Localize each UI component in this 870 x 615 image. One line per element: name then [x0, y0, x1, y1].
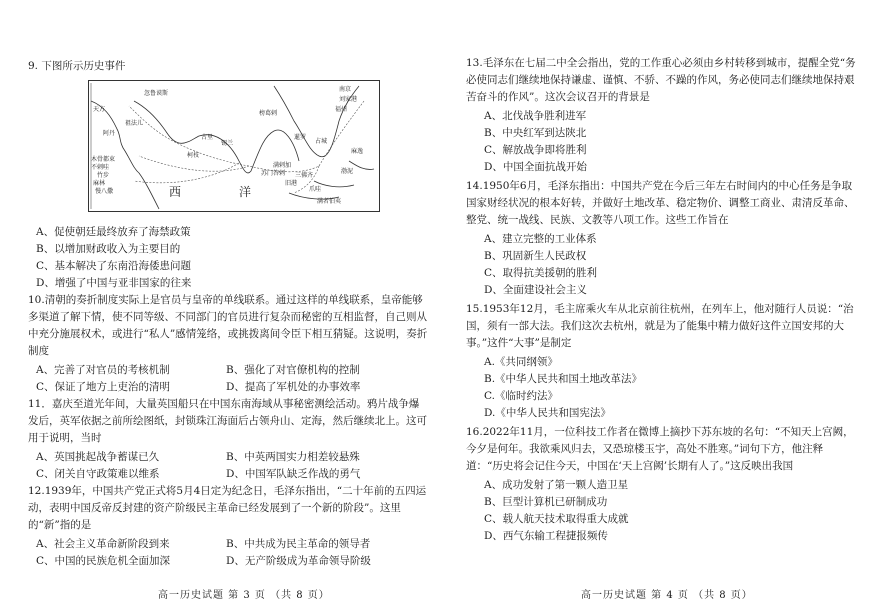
label-malacca: 满剌加 [273, 162, 292, 169]
left-page [28, 0, 428, 615]
left-page-footer: 高一历史试题 第 3 页 （共 8 页） [158, 590, 330, 601]
q9-stem: 9. 下图所示历史事件 [28, 60, 126, 72]
zheng-he-voyage-map [88, 80, 380, 212]
label-champa: 占城 [315, 138, 328, 145]
q14-option-a[interactable]: A、建立完整的工业体系 [484, 233, 597, 245]
q14-stem: 14.1950年6月，毛泽东指出：中国共产党在今后三年左右时间内的中心任务是争取国家财经状况的根本好转，并做好土地改革、稳定物价、调整工商业、肃清反革命、整党、统一战线、民族、文教等八项工作。这些工作旨在 [466, 180, 855, 226]
q16-option-c[interactable]: C、载人航天技术取得重大成就 [484, 513, 629, 525]
q13-option-b[interactable]: B、中央红军到达陕北 [484, 127, 587, 139]
q12-option-c[interactable]: C、中国的民族危机全面加深 [36, 555, 171, 567]
q11-option-a[interactable]: A、英国挑起战争蓄谋已久 [36, 451, 160, 463]
q9-option-b[interactable]: B、以增加财政收入为主要目的 [36, 243, 181, 255]
q15-stem: 15.1953年12月，毛主席乘火车从北京前往杭州，在列车上，他对随行人员说：“治国，须有一部大法。我们这次去杭州，就是为了能集中精力做好这件立国安邦的大事。”这件“大事”是制定 [466, 303, 854, 349]
label-siam: 暹罗 [294, 134, 307, 141]
label-zufar: 祖法儿 [125, 120, 144, 127]
label-palembang: 旧港 [285, 180, 298, 187]
q12-option-d[interactable]: D、无产阶级成为革命领导阶级 [226, 555, 371, 567]
q13-stem: 13.毛泽东在七届二中全会指出，党的工作重心必须由乡村转移到城市，提醒全党“务必使同志们继续地保持谦虚、谨慎、不骄、不躁的作风，务必使同志们继续地保持艰苦奋斗的作风”。这次会议召开的背景是 [466, 57, 856, 103]
q16-option-b[interactable]: B、巨型计算机已研制成功 [484, 496, 608, 508]
label-jubb: 竹步 [97, 172, 110, 179]
q10-option-b[interactable]: B、强化了对官僚机构的控制 [226, 364, 360, 376]
q15-option-c[interactable]: C.《临时约法》 [484, 390, 558, 402]
label-cochin: 柯枝 [187, 152, 200, 159]
label-brunei: 渤泥 [341, 168, 354, 175]
label-mait: 麻逸 [351, 148, 364, 155]
label-mogadishu: 木骨都束 [91, 156, 116, 163]
q15-option-d[interactable]: D.《中华人民共和国宪法》 [484, 407, 611, 419]
q12-stem: 12.1939年，中国共产党正式将5月4日定为纪念日，毛泽东指出，“二十年前的五四运动，表明中国反帝反封建的资产阶级民主革命已经发展到了一个新的阶段”。这里的“新”指的是 [28, 485, 427, 531]
q11-option-b[interactable]: B、中英两国实力相差较悬殊 [226, 451, 360, 463]
q10-option-d[interactable]: D、提高了军机处的办事效率 [226, 381, 361, 393]
label-java: 爪哇 [309, 186, 322, 193]
label-bengal: 榜葛剌 [259, 110, 278, 117]
q9-option-d[interactable]: D、增强了中国与亚非国家的往来 [36, 277, 192, 289]
q10-option-c[interactable]: C、保证了地方上吏治的清明 [36, 381, 171, 393]
label-liujiagang: 刘家港 [339, 96, 358, 103]
label-malindi: 麻林 [93, 180, 106, 187]
label-majapahit: 满者伯夷 [317, 198, 342, 205]
label-yang: 洋 [239, 185, 270, 199]
q10-option-a[interactable]: A、完善了对官员的考核机制 [36, 364, 170, 376]
map-graphic [89, 81, 379, 211]
right-page-footer: 高一历史试题 第 4 页 （共 8 页） [581, 590, 753, 601]
label-xi: 西 [169, 185, 200, 199]
q13-option-d[interactable]: D、中国全面抗战开始 [484, 161, 587, 173]
q11-option-c[interactable]: C、闭关自守政策难以维系 [36, 468, 160, 480]
label-fuzhou: 福州 [335, 106, 348, 113]
label-aden: 阿丹 [103, 130, 116, 137]
label-mecca: 天方 [93, 106, 106, 113]
right-page [466, 0, 856, 615]
q10-stem: 10.清朝的奏折制度实际上是官员与皇帝的单线联系。通过这样的单线联系，皇帝能够多渠道了解下情，使不同等级、不同部门的官员进行复杂而秘密的互相监督，自己则从中充分施展权术，或进行“私人”感情笼络，或挑拨离间令臣下相互猜疑。这说明，奏折制度 [28, 294, 428, 357]
label-hormuz: 忽鲁谟斯 [144, 90, 169, 97]
q14-option-b[interactable]: B、巩固新生人民政权 [484, 250, 587, 262]
q12-option-a[interactable]: A、社会主义革命新阶段到来 [36, 538, 170, 550]
q13-option-a[interactable]: A、北伐战争胜利进军 [484, 110, 587, 122]
label-mombasa: 慢八撒 [95, 188, 114, 195]
q15-option-b[interactable]: B.《中华人民共和国土地改革法》 [484, 373, 643, 385]
q11-option-d[interactable]: D、中国军队缺乏作战的勇气 [226, 468, 361, 480]
label-calicut: 古里 [201, 134, 214, 141]
q9-option-a[interactable]: A、促使朝廷最终放弃了海禁政策 [36, 226, 191, 238]
label-nanjing: 南京 [339, 86, 352, 93]
q13-option-c[interactable]: C、解放战争即将胜利 [484, 144, 587, 156]
q14-option-d[interactable]: D、全面建设社会主义 [484, 284, 587, 296]
label-brava: 不刺哇 [91, 164, 110, 171]
q16-option-a[interactable]: A、成功发射了第一颗人造卫星 [484, 479, 629, 491]
q14-option-c[interactable]: C、取得抗美援朝的胜利 [484, 267, 598, 279]
q16-stem: 16.2022年11月，一位科技工作者在微博上摘抄下苏东坡的名句：“不知天上宫阙，今夕是何年。我欲乘风归去，又恐琼楼玉宇，高处不胜寒。”词句下方，他注释道：“历史将会记住今天，中国在‘天上宫阙’长期有人了。”这反映出我国 [466, 426, 854, 472]
label-srivijaya: 三佛齐 [295, 172, 314, 179]
label-samudera: 苏门答剌 [261, 170, 286, 177]
q11-stem: 11．嘉庆至道光年间，大量英国船只在中国东南海域从事秘密测绘活动。鸦片战争爆发后，英军依据之前所绘图纸，封锁珠江海面后占领舟山、定海，然后继续北上。这可用于说明，当时 [28, 398, 427, 444]
q15-option-a[interactable]: A.《共同纲领》 [484, 356, 558, 368]
q9-option-c[interactable]: C、基本解决了东南沿海倭患问题 [36, 260, 192, 272]
label-ceylon: 锡兰 [221, 140, 234, 147]
q16-option-d[interactable]: D、西气东输工程捷报频传 [484, 530, 608, 542]
q12-option-b[interactable]: B、中共成为民主革命的领导者 [226, 538, 371, 550]
